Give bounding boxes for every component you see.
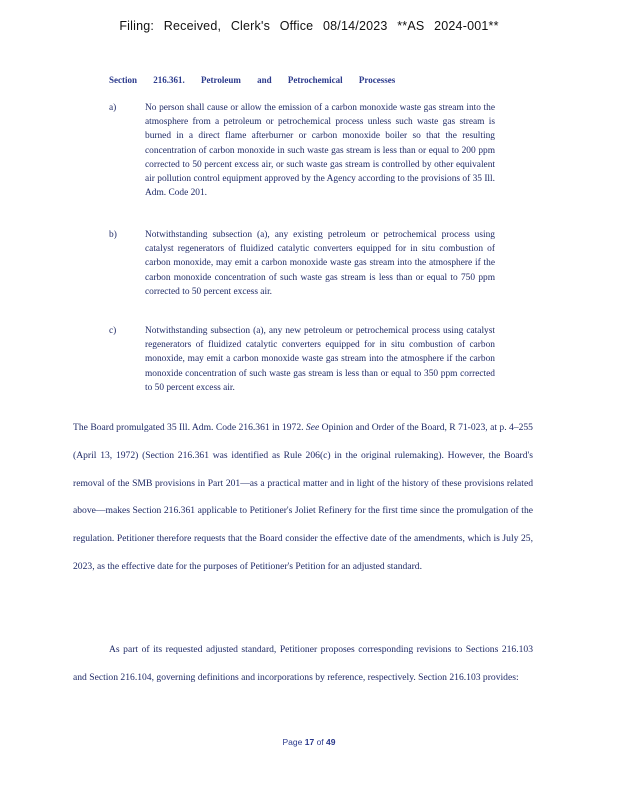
body-paragraph-revisions: As part of its requested adjusted standard, Petitioner proposes corresponding revisions to Sections 216.103 and Section 216.104, governing definitions and incorporations by reference, respectively. Section 216.103 provides: [73, 644, 533, 683]
clause-label: a) [109, 103, 117, 113]
paragraph-text: The Board promulgated 35 Ill. Adm. Code 216.361 in 1972. [73, 422, 304, 433]
see-signal: See [305, 422, 320, 433]
filing-header: Filing: Received, Clerk's Office 08/14/2023 **AS 2024-001** [119, 19, 499, 33]
clause-label: c) [109, 326, 117, 336]
clause-text: Notwithstanding subsection (a), any existing petroleum or petrochemical process using catalyst regenerators of fluidized catalytic converters equipped for in situ combustion of carbon monoxide, may emit a carbon monoxide waste gas stream into the atmosphere if the carbon monoxide concentration of such waste gas stream is less than or equal to 750 ppm corrected to 50 percent excess air. [145, 230, 495, 297]
page-footer [0, 737, 618, 747]
section-title: Section 216.361. Petroleum and Petrochemical Processes [109, 75, 396, 85]
clause-text: No person shall cause or allow the emission of a carbon monoxide waste gas stream into the atmosphere from a petroleum or petrochemical process unless such waste gas stream is burned in a direct flame afterburner or carbon monoxide boiler so that the resulting concentration of carbon monoxide in such waste gas stream is less than or equal to 200 ppm corrected to 50 percent excess air, or such waste gas stream is controlled by other equivalent air pollution control equipment approved by the Agency according to the provisions of 35 Ill. Adm. Code 201. [145, 103, 495, 199]
page-number: 17 [304, 737, 315, 747]
paragraph-text: Opinion and Order of the Board, R 71-023, at p. 4–255 (April 13, 1972) (Section 216.361 was identified as Rule 206(c) in the original rulemaking). However, the Board's removal of the SMB provisions in Part 201—as a practical matter and in light of the history of these provisions related above—makes Section 216.361 applicable to Petitioner's Joliet Refinery for the first time since the promulgation of the regulation. Petitioner therefore requests that the Board consider the effective date of the amendments, which is July 25, 2023, as the effective date for the purposes of Petitioner's Petition for an adjusted standard. [73, 422, 533, 572]
clause-label: b) [109, 230, 117, 240]
clause-text: Notwithstanding subsection (a), any new petroleum or petrochemical process using catalyst regenerators of fluidized catalytic converters equipped for in situ combustion of carbon monoxide, may emit a carbon monoxide waste gas stream into the atmosphere if the carbon monoxide concentration of such waste gas stream is less than or equal to 350 ppm corrected to 50 percent excess air. [145, 326, 495, 393]
of-word: of [316, 737, 324, 747]
page-total: 49 [326, 737, 336, 747]
page-word: Page [282, 737, 303, 747]
body-paragraph-promulgation [73, 414, 533, 581]
